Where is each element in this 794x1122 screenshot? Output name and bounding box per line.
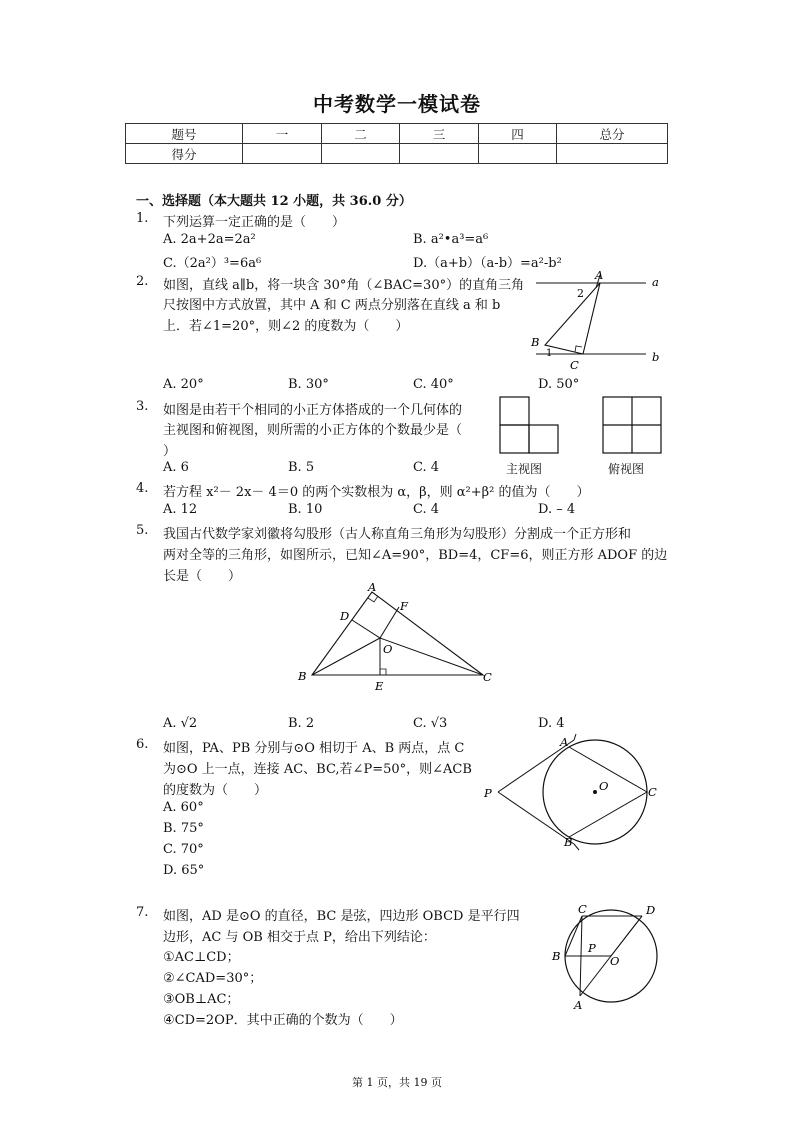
figure-label-a-point: A [595, 268, 604, 282]
figure-label-angle-2: 2 [577, 287, 584, 300]
figure-label-angle-1: 1 [546, 348, 553, 359]
option-a: A. 2a+2a=2a² [163, 232, 256, 247]
section-heading: 一、选择题（本大题共 12 小题，共 36.0 分） [136, 194, 412, 209]
figure-label-a: A [368, 580, 377, 594]
question-number: 5. [136, 523, 149, 538]
option-c: C. √3 [413, 716, 448, 731]
figure-label-o: O [599, 779, 609, 793]
question-stem-line: 如图是由若干个相同的小正方体搭成的一个几何体的 [163, 403, 463, 418]
figure-label-line-b: b [652, 350, 660, 364]
square-in-right-triangle-figure [295, 580, 495, 695]
table-cell: 一 [243, 124, 322, 144]
option-b: B. 5 [288, 460, 315, 475]
figure-label-c: C [578, 902, 587, 916]
question-stem-line: 长是（ ） [163, 569, 242, 584]
question-stem-line: 边形，AC 与 OB 相交于点 P，给出下列结论： [163, 930, 436, 945]
score-input-cell [243, 144, 322, 164]
option-a: A. 6 [163, 460, 189, 475]
table-cell: 三 [400, 124, 479, 144]
question-stem: 下列运算一定正确的是（ ） [163, 215, 346, 230]
figure-label-c: C [648, 785, 657, 799]
figure-label-p: P [484, 786, 492, 800]
option-d: D. 50° [538, 377, 580, 392]
option-b: B. 75° [163, 821, 204, 836]
score-table [125, 123, 668, 164]
question-stem-line: 尺按图中方式放置，其中 A 和 C 两点分别落在直线 a 和 b [163, 298, 501, 313]
front-view-label: 主视图 [506, 462, 543, 476]
question-stem-line: 如图，AD 是⊙O 的直径，BC 是弦，四边形 OBCD 是平行四 [163, 909, 520, 924]
option-d: D. 4 [538, 716, 565, 731]
tangent-circle-figure [480, 734, 660, 854]
option-a: A. 20° [163, 377, 204, 392]
figure-label-b: B [552, 949, 561, 963]
question-number: 6. [136, 737, 149, 752]
option-b: B. a²•a³=a⁶ [413, 232, 489, 247]
top-view-label: 俯视图 [608, 462, 645, 476]
conclusion-item: ④CD=2OP．其中正确的个数为（ ） [163, 1013, 403, 1028]
figure-label-c-point: C [570, 358, 579, 370]
conclusion-item: ①AC⊥CD； [163, 950, 240, 965]
option-c: C. 40° [413, 377, 454, 392]
figure-label-b: B [564, 835, 573, 849]
page-title: 中考数学一模试卷 [313, 92, 481, 116]
question-stem-line: 的度数为（ ） [163, 783, 268, 798]
question-stem-line: 主视图和俯视图，则所需的小正方体的个数最少是（ [163, 423, 463, 438]
option-c: C. 70° [163, 842, 204, 857]
figure-label-f: F [400, 599, 408, 613]
circle-parallelogram-figure [548, 902, 668, 1012]
question-stem-line: 上．若∠1=20°，则∠2 的度数为（ ） [163, 319, 409, 334]
figure-label-d: D [340, 609, 350, 623]
page-footer: 第 1 页，共 19 页 [352, 1076, 442, 1089]
option-c: C.（2a²）³=6a⁶ [163, 256, 262, 271]
figure-label-a: A [574, 998, 583, 1012]
option-d: D. – 4 [538, 502, 576, 517]
option-b: B. 2 [288, 716, 315, 731]
question-number: 4. [136, 481, 149, 496]
figure-label-o: O [610, 954, 620, 968]
question-number: 2. [136, 274, 149, 289]
table-cell: 总分 [557, 124, 668, 144]
figure-label-d: D [646, 903, 656, 917]
score-input-cell [479, 144, 557, 164]
front-view-figure [497, 394, 565, 454]
conclusion-item: ③OB⊥AC； [163, 992, 240, 1007]
option-a: A. √2 [163, 716, 198, 731]
figure-label-a: A [560, 735, 569, 749]
parallel-lines-triangle-figure [528, 266, 668, 370]
option-b: B. 30° [288, 377, 329, 392]
question-stem-line: 两对全等的三角形，如图所示，已知∠A=90°，BD=4，CF=6，则正方形 ADOF 的边 [163, 548, 668, 563]
figure-label-c: C [483, 670, 492, 684]
table-cell: 得分 [126, 144, 243, 164]
question-number: 1. [136, 211, 149, 226]
top-view-figure [600, 394, 664, 454]
question-stem-line: 如图，PA、PB 分别与⊙O 相切于 A、B 两点，点 C [163, 741, 465, 756]
question-stem: 若方程 x²－ 2x－ 4＝0 的两个实数根为 α，β，则 α²+β² 的值为（ ） [163, 485, 590, 500]
option-c: C. 4 [413, 502, 440, 517]
question-stem-line: 如图，直线 a∥b，将一块含 30°角（∠BAC=30°）的直角三角 [163, 278, 525, 293]
score-table-score-row [126, 144, 668, 164]
option-d: D.（a+b）（a-b）=a²-b² [413, 256, 562, 271]
score-table-header-row [126, 124, 668, 144]
figure-label-o: O [383, 642, 393, 656]
score-input-cell [557, 144, 668, 164]
question-number: 7. [136, 905, 149, 920]
table-cell: 题号 [126, 124, 243, 144]
figure-label-e: E [375, 679, 384, 693]
table-cell: 四 [479, 124, 557, 144]
figure-label-line-a: a [652, 275, 659, 289]
score-input-cell [322, 144, 400, 164]
option-a: A. 12 [163, 502, 198, 517]
question-stem-line: 为⊙O 上一点，连接 AC、BC,若∠P=50°，则∠ACB [163, 762, 472, 777]
option-c: C. 4 [413, 460, 440, 475]
question-number: 3. [136, 399, 149, 414]
option-b: B. 10 [288, 502, 323, 517]
figure-label-b-point: B [531, 335, 540, 349]
table-cell: 二 [322, 124, 400, 144]
option-d: D. 65° [163, 863, 205, 878]
figure-label-p: P [588, 941, 596, 955]
score-input-cell [400, 144, 479, 164]
figure-label-b: B [298, 669, 307, 683]
question-stem-line: ） [163, 444, 177, 459]
option-a: A. 60° [163, 800, 204, 815]
question-stem-line: 我国古代数学家刘徽将勾股形（古人称直角三角形为勾股形）分割成一个正方形和 [163, 527, 632, 542]
conclusion-item: ②∠CAD=30°； [163, 971, 263, 986]
